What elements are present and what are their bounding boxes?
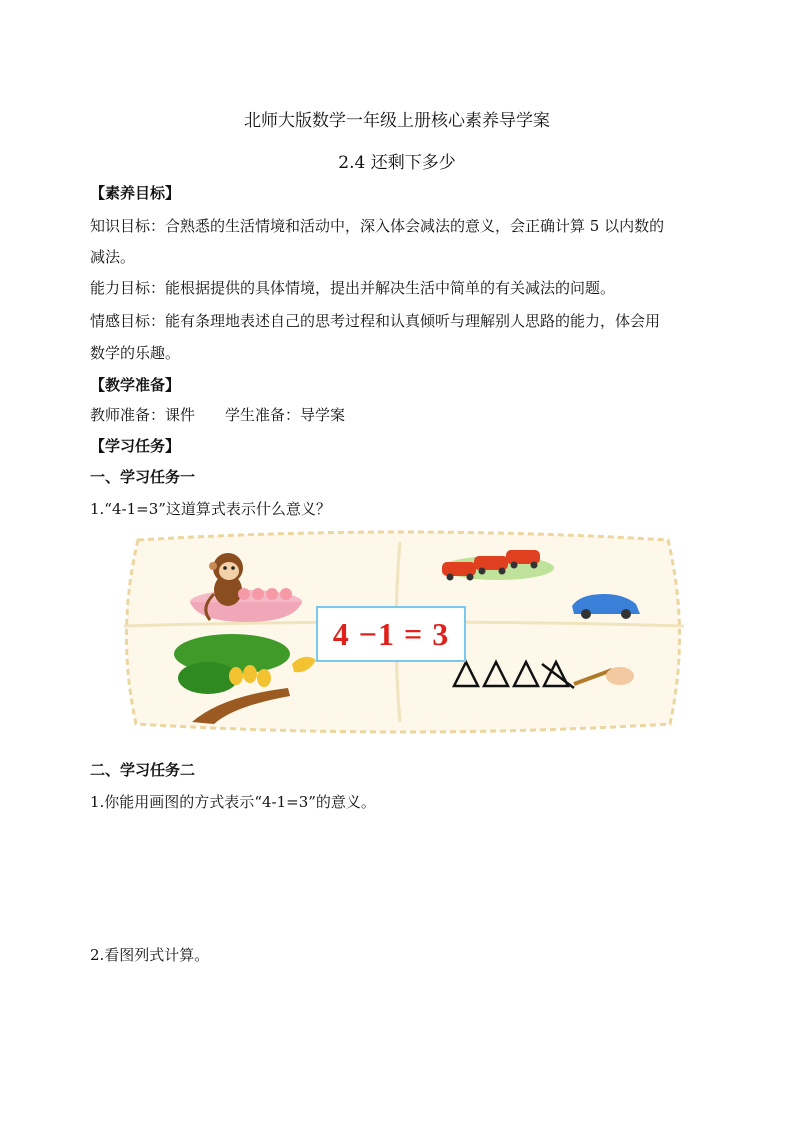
task1-question-1: 1.“4-1=3”这道算式表示什么意义？ (90, 500, 331, 518)
prep-text: 教师准备：课件 学生准备：导学案 (90, 406, 346, 424)
lesson-title: 2.4 还剩下多少 (338, 153, 456, 173)
equation-box (316, 606, 466, 662)
task2-heading: 二、学习任务二 (90, 761, 196, 779)
knowledge-goal-line-1: 知识目标：合熟悉的生活情境和活动中，深入体会减法的意义，会正确计算 5 以内数的 (90, 217, 665, 235)
task2-question-2: 2.看图列式计算。 (90, 946, 210, 964)
main-title: 北师大版数学一年级上册核心素养导学案 (244, 111, 550, 131)
equation-text: 4 −1 = 3 (332, 615, 450, 652)
task1-heading: 一、学习任务一 (90, 468, 196, 486)
tasks-heading: 【学习任务】 (90, 437, 181, 455)
task2-question-1: 1.你能用画图的方式表示“4-1=3”的意义。 (90, 793, 376, 811)
knowledge-goal-line-2: 减法。 (90, 248, 136, 266)
goals-heading: 【素养目标】 (90, 184, 181, 202)
emotion-goal-line-2: 数学的乐趣。 (90, 344, 181, 362)
emotion-goal-line-1: 情感目标：能有条理地表述自己的思考过程和认真倾听与理解别人思路的能力，体会用 (90, 312, 661, 330)
ability-goal: 能力目标：能根据提供的具体情境，提出并解决生活中简单的有关减法的问题。 (90, 279, 616, 297)
prep-heading: 【教学准备】 (90, 376, 181, 394)
